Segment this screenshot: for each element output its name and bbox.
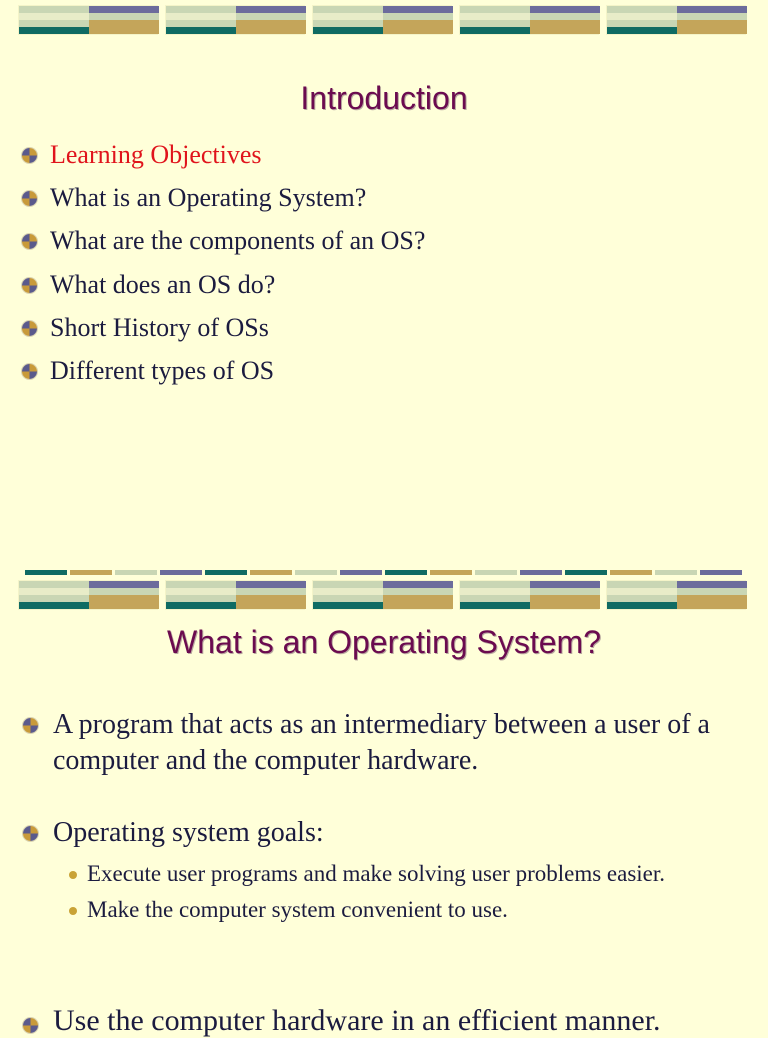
list-item-label: A program that acts as an intermediary between a user of a computer and the computer hardware. <box>53 709 710 776</box>
definition-list <box>53 707 743 931</box>
pie-bullet-icon <box>22 234 37 249</box>
pie-bullet-icon <box>22 364 37 379</box>
list-item-label: What are the components of an OS? <box>50 226 426 256</box>
dot-icon <box>69 871 77 879</box>
banner-block <box>606 5 746 35</box>
sublist-item-label: Make the computer system convenient to use. <box>87 897 508 922</box>
pie-bullet-icon <box>23 826 38 841</box>
banner-block <box>165 5 305 35</box>
banner-block <box>606 580 746 610</box>
pie-bullet-icon <box>22 278 37 293</box>
goals-sublist <box>53 859 743 925</box>
pie-bullet-icon <box>22 321 37 336</box>
sublist-item <box>87 859 743 889</box>
dot-icon <box>69 907 77 915</box>
pie-bullet-icon <box>23 718 38 733</box>
banner-block <box>459 580 599 610</box>
list-item-label: Learning Objectives <box>50 140 262 169</box>
list-item <box>50 137 425 180</box>
banner-block <box>312 5 452 35</box>
sublist-item <box>87 895 743 925</box>
banner-block <box>18 580 158 610</box>
list-item <box>53 815 743 925</box>
list-item <box>50 223 425 266</box>
decorative-banner-top <box>0 580 768 610</box>
list-item <box>50 267 425 310</box>
banner-block <box>459 5 599 35</box>
list-item <box>50 310 425 353</box>
objectives-list <box>50 137 425 396</box>
list-item-label: Different types of OS <box>50 355 275 385</box>
banner-block <box>18 5 158 35</box>
banner-block <box>165 580 305 610</box>
list-item-label: Use the computer hardware in an efficient manner. <box>53 1004 661 1037</box>
list-item-label: What does an OS do? <box>50 269 276 299</box>
list-item <box>53 707 743 779</box>
pie-bullet-icon <box>23 1018 38 1033</box>
list-item-label: Short History of OSs <box>50 312 269 342</box>
list-item-label: What is an Operating System? <box>50 183 367 213</box>
slide-title: Introduction <box>300 80 468 116</box>
list-item <box>50 180 425 223</box>
list-item <box>50 353 425 396</box>
list-item-label: Operating system goals: <box>53 817 324 848</box>
pie-bullet-icon <box>22 191 37 206</box>
slide-title: What is an Operating System? <box>167 624 601 660</box>
decorative-banner-top <box>0 5 768 35</box>
cutoff-list-item <box>53 1004 661 1038</box>
sublist-item-label: Execute user programs and make solving user problems easier. <box>87 861 666 886</box>
pie-bullet-icon <box>22 148 37 163</box>
banner-block <box>312 580 452 610</box>
